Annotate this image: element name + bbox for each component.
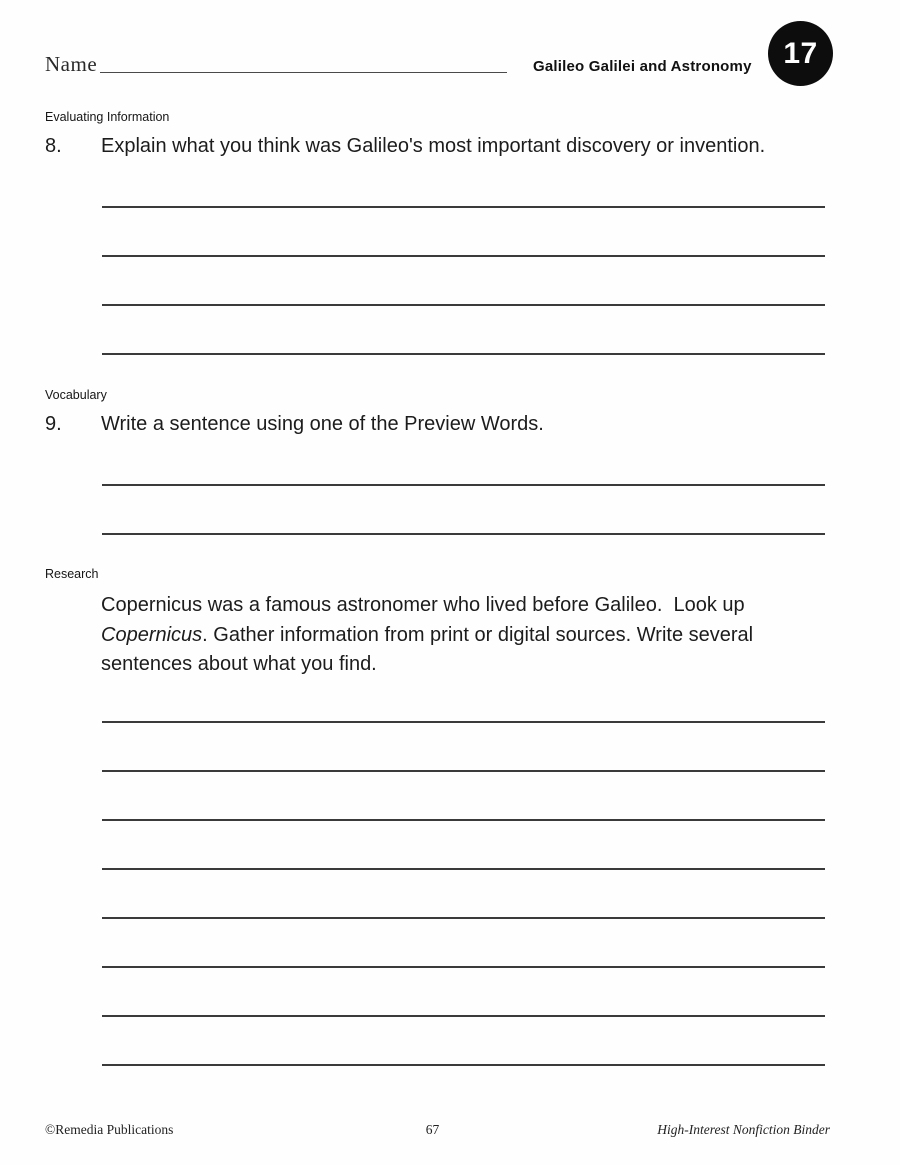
section-label-evaluating-information: Evaluating Information bbox=[45, 110, 170, 124]
answer-line[interactable] bbox=[102, 255, 825, 257]
answer-line[interactable] bbox=[102, 533, 825, 535]
answer-line[interactable] bbox=[102, 206, 825, 208]
question-8-number: 8. bbox=[45, 135, 62, 157]
research-prompt bbox=[101, 591, 801, 680]
worksheet-title: Galileo Galilei and Astronomy bbox=[533, 58, 752, 75]
answer-line[interactable] bbox=[102, 1064, 825, 1066]
answer-line[interactable] bbox=[102, 304, 825, 306]
research-prompt-part-1: Copernicus was a famous astronomer who lived before Galileo. Look up bbox=[101, 594, 751, 616]
answer-line[interactable] bbox=[102, 966, 825, 968]
name-entry-line[interactable] bbox=[100, 50, 507, 73]
name-label: Name bbox=[45, 52, 98, 76]
answer-line[interactable] bbox=[102, 721, 825, 723]
question-8-text: Explain what you think was Galileo's most important discovery or invention. bbox=[101, 135, 766, 157]
answer-line[interactable] bbox=[102, 353, 825, 355]
publisher-credit: ©Remedia Publications bbox=[45, 1122, 174, 1137]
answer-line[interactable] bbox=[102, 770, 825, 772]
answer-line[interactable] bbox=[102, 868, 825, 870]
answer-line[interactable] bbox=[102, 819, 825, 821]
answer-line[interactable] bbox=[102, 917, 825, 919]
section-label-vocabulary: Vocabulary bbox=[45, 388, 107, 402]
lesson-number: 17 bbox=[783, 36, 818, 70]
answer-line[interactable] bbox=[102, 484, 825, 486]
answer-line[interactable] bbox=[102, 1015, 825, 1017]
question-9-text: Write a sentence using one of the Preview Words. bbox=[101, 413, 544, 435]
research-prompt-italic-word: Copernicus bbox=[101, 623, 203, 646]
question-9-number: 9. bbox=[45, 413, 62, 435]
binder-title: High-Interest Nonfiction Binder bbox=[657, 1122, 830, 1137]
page-number: 67 bbox=[425, 1122, 440, 1137]
lesson-number-badge bbox=[768, 21, 833, 86]
section-label-research: Research bbox=[45, 567, 99, 581]
research-prompt-part-2: . Gather information from print or digital sources. Write several sentences about what you find. bbox=[101, 623, 759, 675]
